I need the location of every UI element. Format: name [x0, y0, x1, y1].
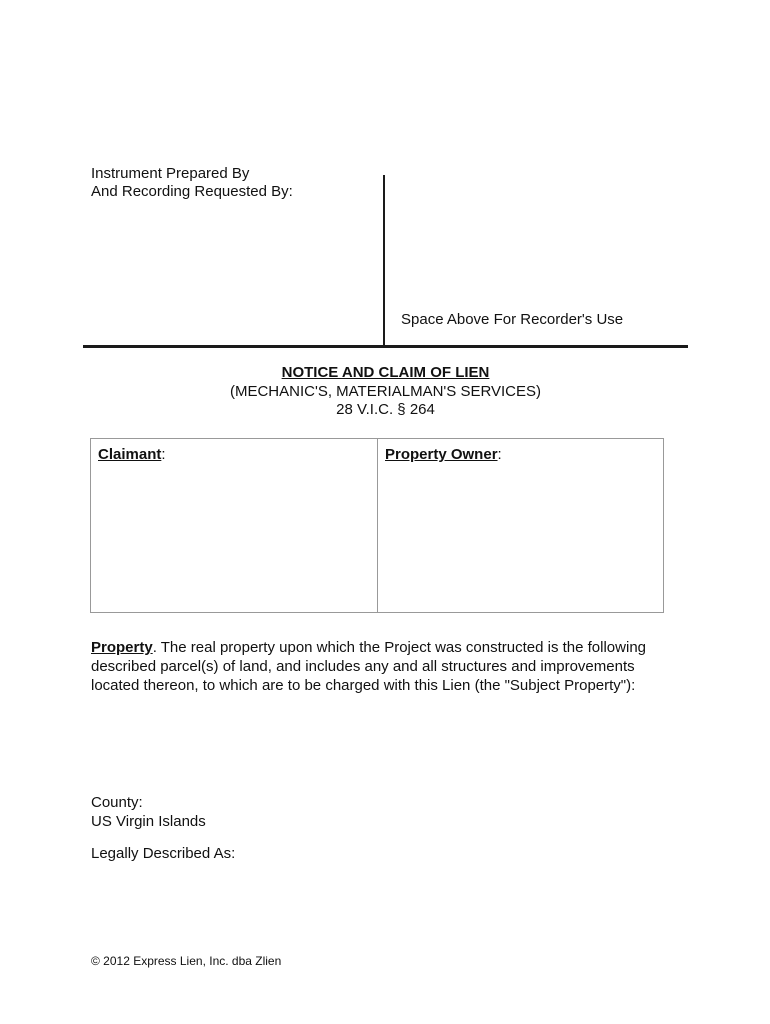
county-value: US Virgin Islands	[91, 813, 206, 830]
statute-reference: 28 V.I.C. § 264	[336, 401, 435, 418]
parties-table	[90, 438, 664, 613]
claimant-label-colon: :	[161, 446, 166, 463]
document-title: NOTICE AND CLAIM OF LIEN	[281, 364, 490, 381]
header-horizontal-rule	[83, 345, 688, 348]
property-owner-label-colon: :	[497, 446, 502, 463]
property-line-1	[91, 638, 691, 657]
property-line-3: located thereon, to which are to be charged with this Lien (the "Subject Property"):	[91, 677, 636, 694]
prepared-by-line-2: And Recording Requested By:	[91, 183, 293, 200]
claimant-cell	[91, 439, 378, 612]
document-title-block	[83, 364, 688, 420]
property-owner-cell	[378, 439, 663, 612]
property-heading: Property	[91, 639, 153, 656]
county-label: County:	[91, 794, 143, 811]
prepared-by-line-1: Instrument Prepared By	[91, 165, 250, 182]
property-line-1-text: . The real property upon which the Project was constructed is the following	[152, 639, 647, 656]
property-owner-label: Property Owner	[385, 446, 498, 463]
county-block	[91, 793, 206, 831]
claimant-label: Claimant	[98, 446, 162, 463]
property-line-2: described parcel(s) of land, and includes any and all structures and improvements	[91, 658, 635, 675]
document-subtitle: (MECHANIC'S, MATERIALMAN'S SERVICES)	[229, 382, 542, 400]
prepared-by-block	[91, 165, 293, 201]
legal-description-label: Legally Described As:	[91, 845, 236, 862]
property-paragraph	[91, 638, 691, 695]
header-vertical-divider	[383, 175, 385, 347]
copyright-notice: © 2012 Express Lien, Inc. dba Zlien	[91, 954, 282, 968]
recorder-space-label: Space Above For Recorder's Use	[401, 311, 624, 328]
